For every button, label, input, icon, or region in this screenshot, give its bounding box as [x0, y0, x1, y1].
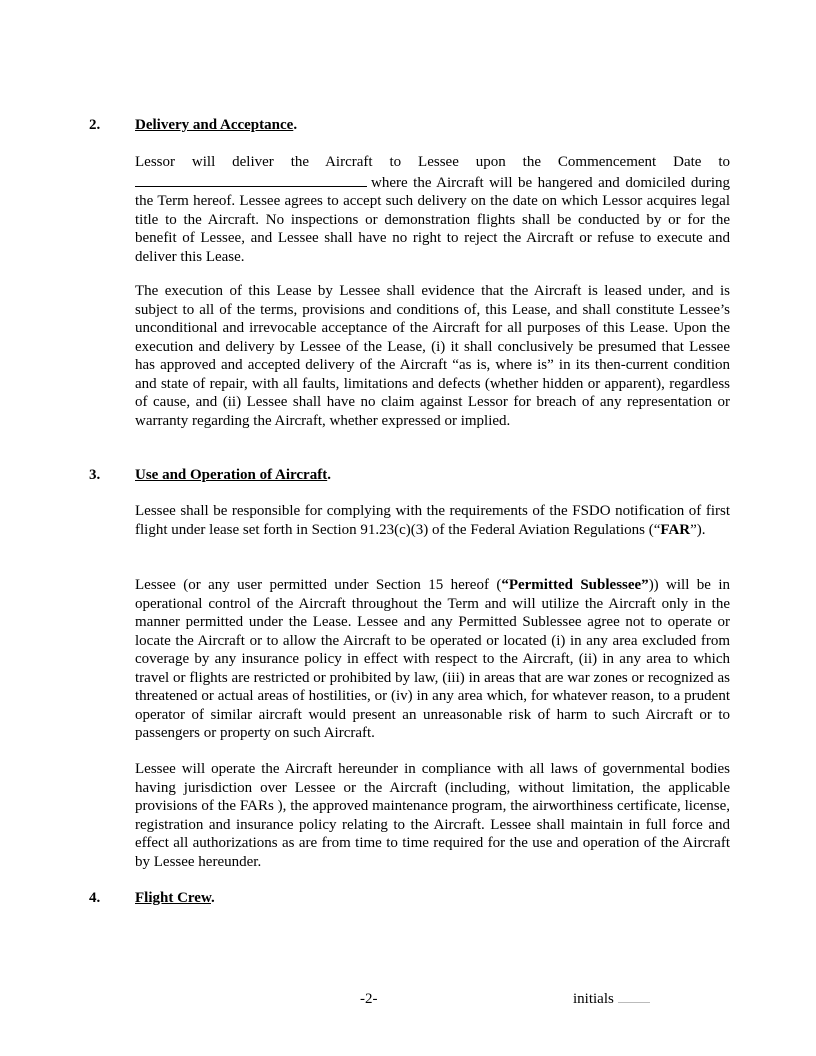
- section-title: Use and Operation of Aircraft.: [135, 467, 331, 483]
- section-3-paragraph-3: Lessee will operate the Aircraft hereunder in compliance with all laws of governmental bodies having jurisdiction over Lessee or the Aircraft (including, without limitation, the applicable provisions of the FARs ), the approved maintenance program, the airworthiness certificate, license, registration and insurance policy relating to the Aircraft. Lessee shall maintain in full force and effect all authorizations as are from time to time required for the use and operation of the Aircraft by Lessee hereunder.: [135, 761, 730, 870]
- section-3-paragraph-2: Lessee (or any user permitted under Section 15 hereof (“Permitted Sublessee”)) will be in operational control of the Aircraft throughout the Term and will utilize the Aircraft only in the manner permitted under the Lease. Lessee and any Permitted Sublessee agree not to operate or locate the Aircraft or to allow the Aircraft to be operated or located (i) in any area excluded from coverage by any insurance policy in effect with respect to the Aircraft, (ii) in any area to which travel or flights are restricted or prohibited by law, (iii) in areas that are war zones or recognized as threatened or actual areas of hostilities, or (iv) in any area which, for whatever reason, to a prudent operator of similar aircraft would present an unreasonable risk of harm to such Aircraft or to passengers or property on such Aircraft.: [135, 577, 730, 741]
- section-title: Delivery and Acceptance.: [135, 117, 298, 133]
- defined-term-far: FAR: [660, 521, 691, 538]
- initials-blank-line[interactable]: [618, 990, 650, 1003]
- section-2-paragraph-1: Lessor will deliver the Aircraft to Lessee upon the Commencement Date to where the Aircraft will be hangered and domiciled during the Term hereof. Lessee agrees to accept such delivery on the date on which Lessor acquires legal title to the Aircraft. No inspections or demonstration flights shall be conducted by or for the benefit of Lessee, and Lessee shall have no right to reject the Aircraft or refuse to execute and deliver this Lease.: [135, 154, 730, 265]
- section-2-paragraph-2: The execution of this Lease by Lessee shall evidence that the Aircraft is leased under, and is subject to all of the terms, provisions and conditions of, this Lease, and shall constitute Lessee’s unconditional and irrevocable acceptance of the Aircraft for all purposes of this Lease. Upon the execution and delivery by Lessee of the Lease, (i) it shall conclusively be presumed that Lessee has approved and accepted delivery of the Aircraft “as is, where is” in its then-current condition and state of repair, with all faults, limitations and defects (whether hidden or apparent), regardless of cause, and (ii) Lessee shall have no claim against Lessor for breach of any representation or warranty regarding the Aircraft, whether expressed or implied.: [135, 283, 730, 429]
- section-number: 4.: [89, 890, 101, 906]
- location-blank-line: [135, 172, 367, 187]
- section-title: Flight Crew.: [135, 890, 215, 906]
- initials-field: [573, 990, 650, 1009]
- section-3-paragraph-1: Lessee shall be responsible for complying with the requirements of the FSDO notification of first flight under lease set forth in Section 91.23(c)(3) of the Federal Aviation Regulations (“FAR”).: [135, 503, 730, 538]
- page-number: -2-: [360, 991, 378, 1007]
- section-number: 2.: [89, 117, 101, 133]
- defined-term-permitted-sublessee: “Permitted Sublessee”: [501, 577, 649, 593]
- initials-label: initials: [573, 991, 614, 1007]
- section-number: 3.: [89, 467, 101, 483]
